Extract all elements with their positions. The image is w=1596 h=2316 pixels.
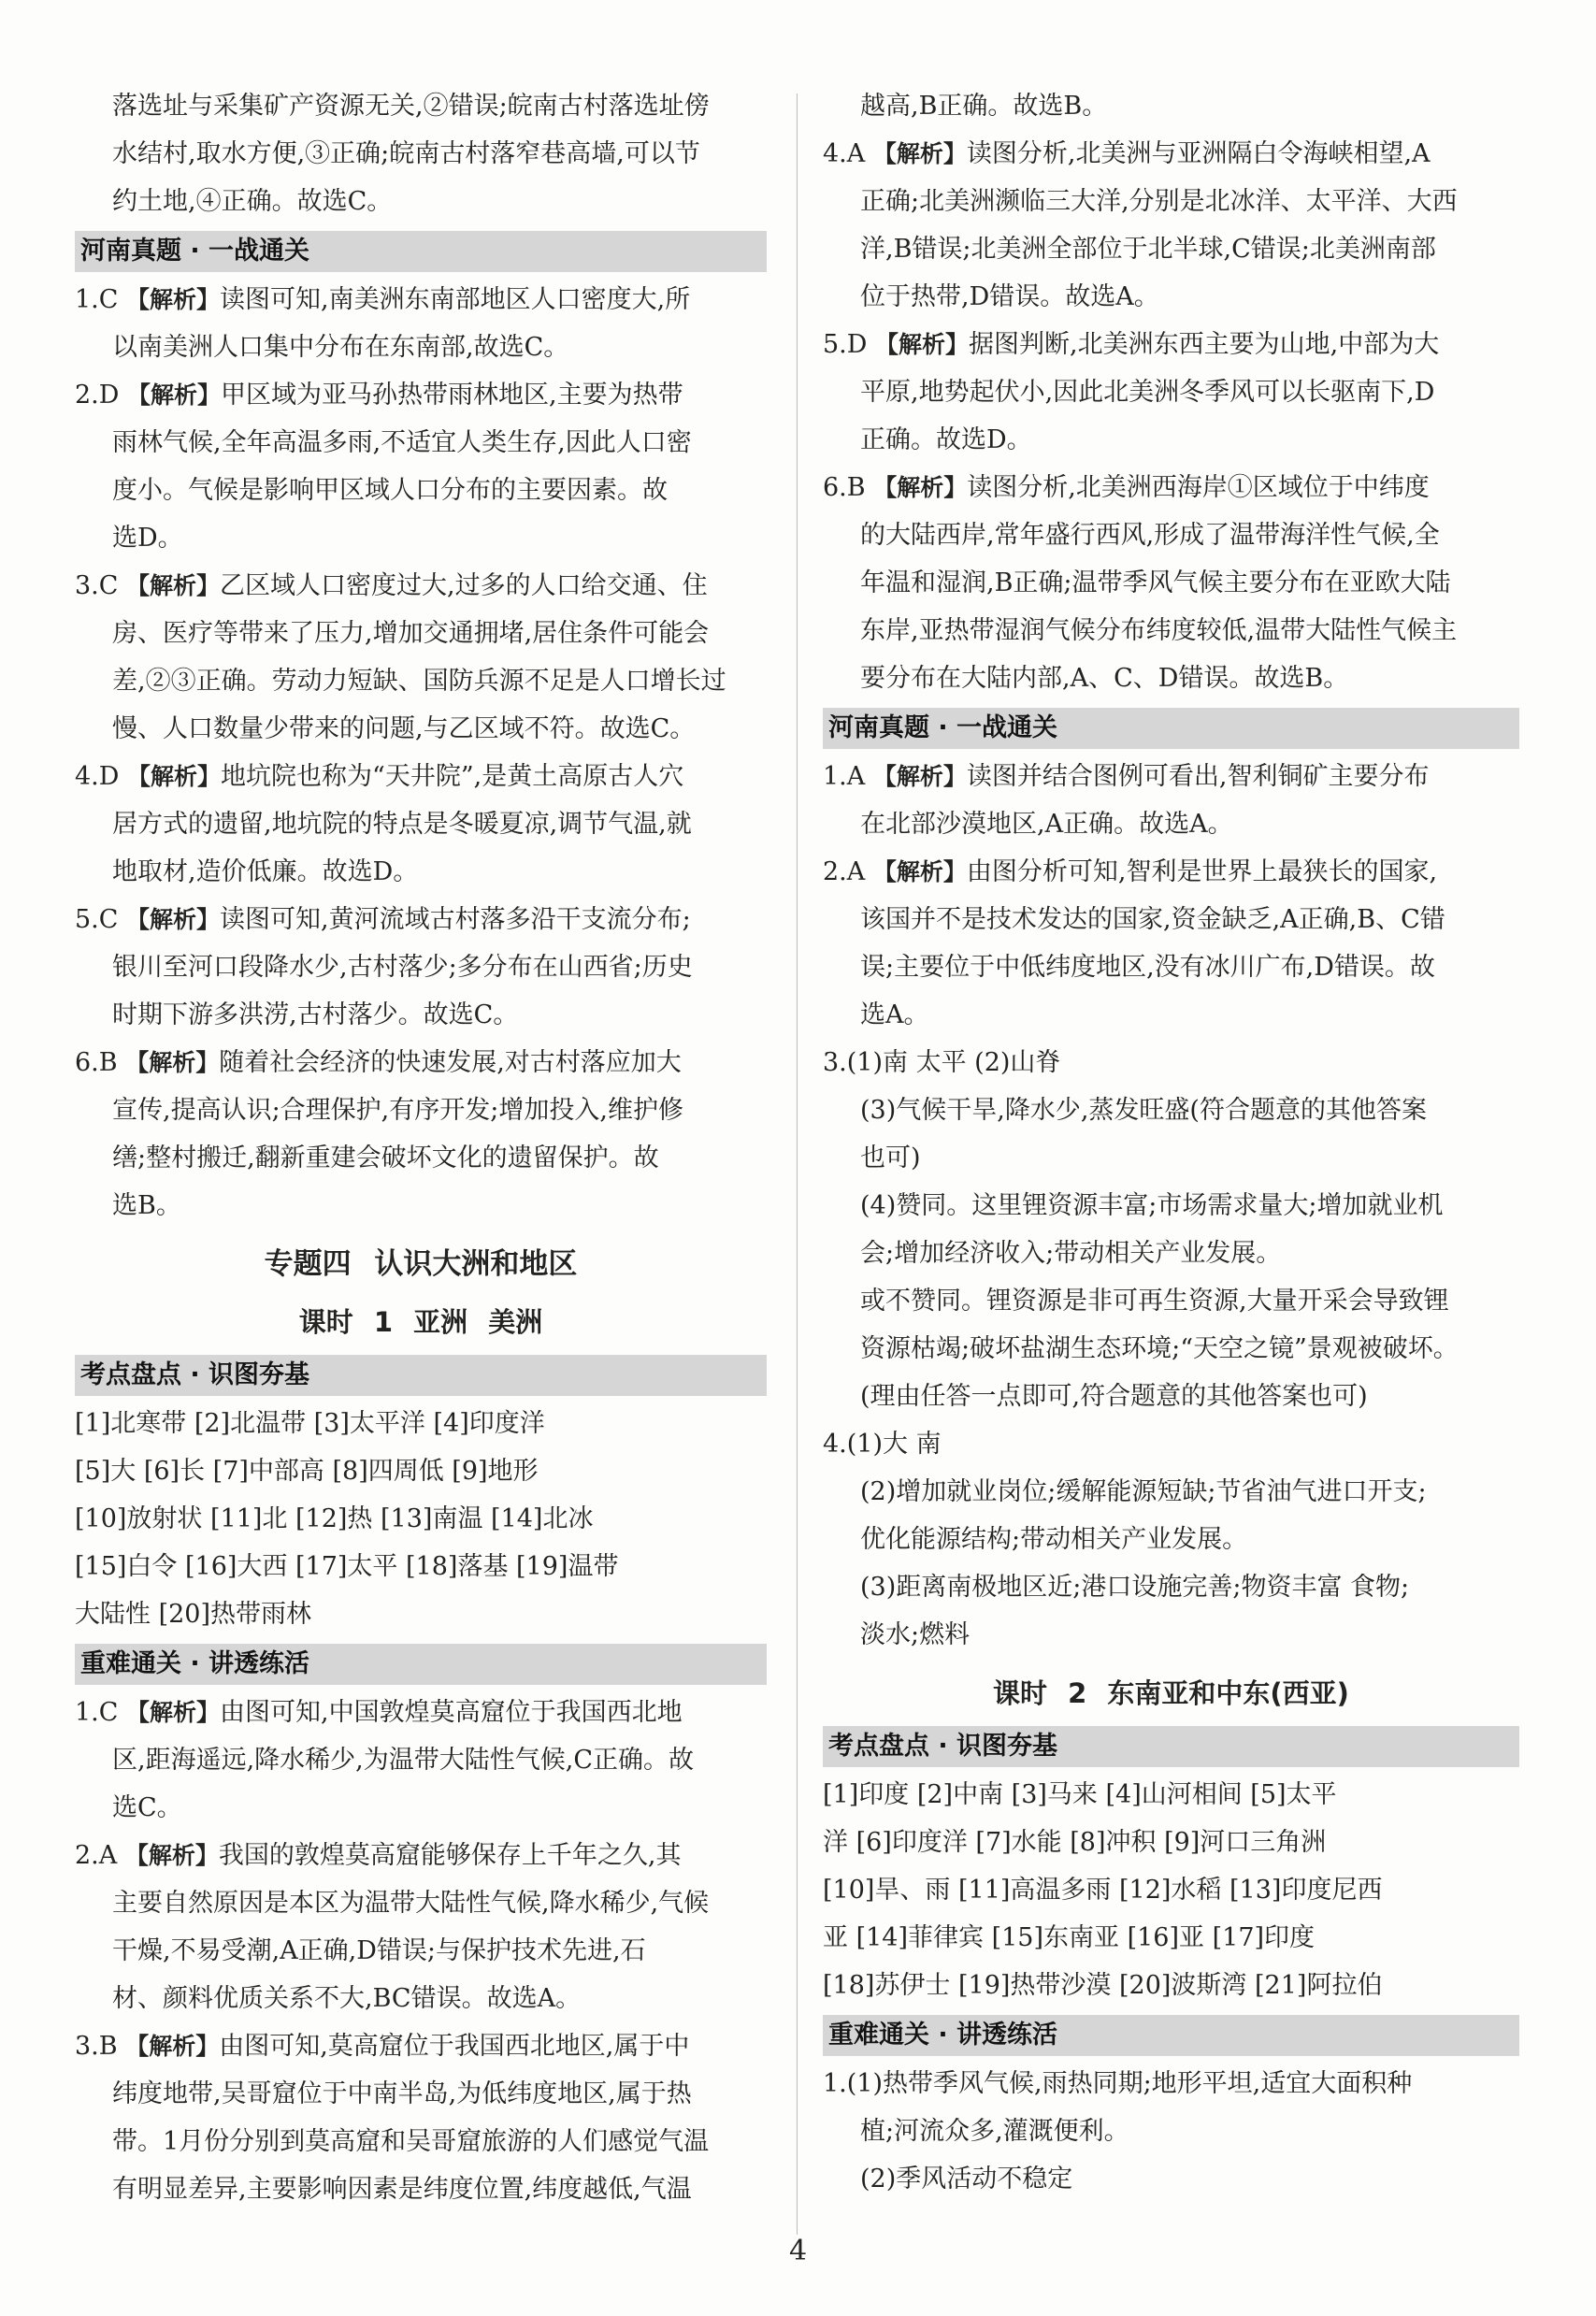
answer-line: [1]北寒带 [2]北温带 [3]太平洋 [4]印度洋 xyxy=(75,1409,545,1438)
analysis-tag: 【解析】 xyxy=(124,1842,219,1869)
answer-q3 xyxy=(823,1039,1519,1420)
answer-item xyxy=(75,1832,767,2022)
answer-line: 房、医疗等带来了压力,增加交通拥堵,居住条件可能会 xyxy=(112,619,710,648)
answer-line: 在北部沙漠地区,A正确。故选A。 xyxy=(860,810,1233,839)
answer-text: 据图判断,北美洲东西主要为山地,中部为大 xyxy=(969,330,1440,359)
answer-line: 缮;整村搬迁,翻新重建会破坏文化的遗留保护。故 xyxy=(112,1144,659,1172)
answer-line: 慢、人口数量少带来的问题,与乙区域不符。故选C。 xyxy=(112,714,696,743)
answer-line: 3.(1)南 太平 (2)山脊 xyxy=(823,1048,1061,1077)
answer-item xyxy=(75,562,767,753)
left-column xyxy=(75,82,767,2213)
answer-line: (2)季风活动不稳定 xyxy=(860,2165,1073,2194)
answer-line: 淡水;燃料 xyxy=(860,1620,971,1649)
answer-list xyxy=(75,276,767,1230)
answer-line: 有明显差异,主要影响因素是纬度位置,纬度越低,气温 xyxy=(112,2175,692,2204)
answer-line: (2)增加就业岗位;缓解能源短缺;节省油气进口开支; xyxy=(860,1477,1427,1506)
answer-number: 3.B xyxy=(75,2032,118,2061)
section-title: 重难通关 · 讲透练活 xyxy=(823,2015,1519,2056)
answer-text: 读图可知,黄河流域古村落多沿干支流分布; xyxy=(220,905,691,934)
answer-line xyxy=(823,464,1519,511)
answer-number: 6.B xyxy=(823,473,866,502)
analysis-tag: 【解析】 xyxy=(127,381,222,409)
answer-text: 读图分析,北美洲与亚洲隔白令海峡相望,A xyxy=(966,139,1431,168)
answer-q4 xyxy=(823,1420,1519,1659)
answer-line: 差,②③正确。劳动力短缺、国防兵源不足是人口增长过 xyxy=(112,667,726,696)
answer-item xyxy=(75,1689,767,1832)
answer-line: 雨林气候,全年高温多雨,不适宜人类生存,因此人口密 xyxy=(112,428,692,457)
answer-item xyxy=(75,371,767,562)
answer-line: 资源枯竭;破坏盐湖生态环境;“天空之镜”景观被破坏。 xyxy=(860,1334,1459,1363)
answer-number: 1.A xyxy=(823,762,866,791)
answer-line: [18]苏伊士 [19]热带沙漠 [20]波斯湾 [21]阿拉伯 xyxy=(823,1971,1383,2000)
analysis-tag: 【解析】 xyxy=(126,1699,221,1726)
answer-number: 1.C xyxy=(75,285,119,314)
answer-number: 4.D xyxy=(75,762,120,791)
analysis-tag: 【解析】 xyxy=(127,763,222,790)
answer-line xyxy=(75,2022,767,2070)
section-title: 考点盘点 · 识图夯基 xyxy=(823,1726,1519,1767)
answer-text: 甲区域为亚马孙热带雨林地区,主要为热带 xyxy=(221,381,683,410)
answer-q1 xyxy=(823,2060,1519,2203)
lesson-title: 课时 1 亚洲 美洲 xyxy=(298,1306,543,1338)
answer-line: 优化能源结构;带动相关产业发展。 xyxy=(860,1525,1248,1554)
answer-text: 地坑院也称为“天井院”,是黄土高原古人穴 xyxy=(221,762,684,791)
answer-item xyxy=(75,276,767,371)
answer-text: 由图可知,中国敦煌莫高窟位于我国西北地 xyxy=(220,1698,683,1727)
answer-number: 1.C xyxy=(75,1698,119,1727)
answer-number: 4.A xyxy=(823,139,866,168)
answer-line: 1.(1)热带季风气候,雨热同期;地形平坦,适宜大面积种 xyxy=(823,2069,1413,2098)
answer-line: 正确。故选D。 xyxy=(860,425,1032,454)
answer-list xyxy=(823,753,1519,1039)
answer-line: 选A。 xyxy=(860,1000,929,1029)
answer-line: 年温和湿润,B正确;温带季风气候主要分布在亚欧大陆 xyxy=(860,568,1451,597)
answer-line: [10]放射状 [11]北 [12]热 [13]南温 [14]北冰 xyxy=(75,1504,594,1533)
analysis-tag: 【解析】 xyxy=(872,858,967,885)
answer-text: 读图并结合图例可看出,智利铜矿主要分布 xyxy=(966,762,1430,791)
fill-answers xyxy=(823,1771,1519,2009)
answer-text: 读图分析,北美洲西海岸①区域位于中纬度 xyxy=(967,473,1430,502)
answer-line: (3)距离南极地区近;港口设施完善;物资丰富 食物; xyxy=(860,1573,1410,1602)
answer-number: 6.B xyxy=(75,1048,118,1077)
answer-text: 由图分析可知,智利是世界上最狭长的国家, xyxy=(966,857,1438,886)
answer-line: 洋 [6]印度洋 [7]水能 [8]冲积 [9]河口三角洲 xyxy=(823,1828,1327,1857)
answer-line: 的大陆西岸,常年盛行西风,形成了温带海洋性气候,全 xyxy=(860,521,1440,550)
continued-line: 落选址与采集矿产资源无关,②错误;皖南古村落选址傍 xyxy=(112,92,710,121)
answer-line: 东岸,亚热带湿润气候分布纬度较低,温带大陆性气候主 xyxy=(860,616,1458,645)
answer-line: 选C。 xyxy=(112,1793,182,1822)
answer-number: 3.C xyxy=(75,571,119,600)
analysis-tag: 【解析】 xyxy=(873,474,968,501)
answer-item xyxy=(823,321,1519,464)
answer-line: (3)气候干旱,降水少,蒸发旺盛(符合题意的其他答案 xyxy=(860,1096,1427,1125)
answer-line: 区,距海遥远,降水稀少,为温带大陆性气候,C正确。故 xyxy=(112,1746,694,1775)
answer-line xyxy=(823,753,1519,800)
topic-title: 专题四 认识大洲和地区 xyxy=(264,1247,578,1281)
answer-line: 度小。气候是影响甲区域人口分布的主要因素。故 xyxy=(112,476,668,505)
answer-line: 正确;北美洲濒临三大洋,分别是北冰洋、太平洋、大西 xyxy=(860,187,1458,216)
answer-line: 居方式的遗留,地坑院的特点是冬暖夏凉,调节气温,就 xyxy=(112,810,692,839)
answer-line: 或不赞同。锂资源是非可再生资源,大量开采会导致锂 xyxy=(860,1287,1449,1316)
lesson-title: 课时 2 东南亚和中东(西亚) xyxy=(993,1677,1349,1709)
answer-line: 要分布在大陆内部,A、C、D错误。故选B。 xyxy=(860,664,1349,693)
answer-line xyxy=(75,1039,767,1086)
analysis-tag: 【解析】 xyxy=(126,572,221,599)
answer-line xyxy=(75,753,767,800)
answer-line: 干燥,不易受潮,A正确,D错误;与保护技术先进,石 xyxy=(112,1936,646,1965)
answer-line: 该国并不是技术发达的国家,资金缺乏,A正确,B、C错 xyxy=(860,905,1445,934)
answer-number: 2.D xyxy=(75,381,120,410)
answer-line: [10]旱、雨 [11]高温多雨 [12]水稻 [13]印度尼西 xyxy=(823,1876,1383,1905)
answer-line: 主要自然原因是本区为温带大陆性气候,降水稀少,气候 xyxy=(112,1889,710,1918)
answer-text: 乙区域人口密度过大,过多的人口给交通、住 xyxy=(220,571,708,600)
analysis-tag: 【解析】 xyxy=(126,286,221,313)
answer-line xyxy=(75,1832,767,1879)
answer-line: 纬度地带,吴哥窟位于中南半岛,为低纬度地区,属于热 xyxy=(112,2079,692,2108)
answer-text: 读图可知,南美洲东南部地区人口密度大,所 xyxy=(220,285,691,314)
answer-line: 带。1月份分别到莫高窟和吴哥窟旅游的人们感觉气温 xyxy=(112,2127,710,2156)
answer-line: 宣传,提高认识;合理保护,有序开发;增加投入,维护修 xyxy=(112,1096,683,1125)
answer-line: 地取材,造价低廉。故选D。 xyxy=(112,857,419,886)
answer-line xyxy=(823,848,1519,896)
answer-line: 以南美洲人口集中分布在东南部,故选C。 xyxy=(112,333,569,362)
answer-line: (4)赞同。这里锂资源丰富;市场需求量大;增加就业机 xyxy=(860,1191,1444,1220)
continued-line: 越高,B正确。故选B。 xyxy=(860,92,1108,121)
answer-line: 时期下游多洪涝,古村落少。故选C。 xyxy=(112,1000,519,1029)
answer-item xyxy=(823,753,1519,848)
analysis-tag: 【解析】 xyxy=(872,140,967,167)
analysis-tag: 【解析】 xyxy=(872,763,967,790)
answer-text: 随着社会经济的快速发展,对古村落应加大 xyxy=(219,1048,682,1077)
right-column xyxy=(823,82,1519,2203)
answer-number: 5.C xyxy=(75,905,119,934)
answer-text: 由图可知,莫高窟位于我国西北地区,属于中 xyxy=(219,2032,690,2061)
analysis-tag: 【解析】 xyxy=(126,906,221,933)
section-title: 河南真题 · 一战通关 xyxy=(75,231,767,272)
answer-list xyxy=(823,130,1519,702)
section-title: 考点盘点 · 识图夯基 xyxy=(75,1355,767,1396)
answer-line: 4.(1)大 南 xyxy=(823,1430,942,1459)
answer-line: 误;主要位于中低纬度地区,没有冰川广布,D错误。故 xyxy=(860,953,1435,982)
section-title: 河南真题 · 一战通关 xyxy=(823,708,1519,749)
section-title: 重难通关 · 讲透练活 xyxy=(75,1644,767,1685)
answer-line: 位于热带,D错误。故选A。 xyxy=(860,282,1159,311)
answer-line: 洋,B错误;北美洲全部位于北半球,C错误;北美洲南部 xyxy=(860,235,1436,264)
answer-line: 银川至河口段降水少,古村落少;多分布在山西省;历史 xyxy=(112,953,693,982)
answer-line: 选D。 xyxy=(112,524,183,553)
answer-item xyxy=(823,464,1519,702)
fill-answers xyxy=(75,1400,767,1638)
answer-line: [15]白令 [16]大西 [17]太平 [18]落基 [19]温带 xyxy=(75,1552,619,1581)
answer-line xyxy=(75,371,767,419)
answer-line: 亚 [14]菲律宾 [15]东南亚 [16]亚 [17]印度 xyxy=(823,1923,1316,1952)
answer-item xyxy=(75,1039,767,1230)
answer-line xyxy=(75,1689,767,1736)
answer-item xyxy=(75,896,767,1039)
column-divider xyxy=(797,94,798,2235)
answer-line: 材、颜料优质关系不大,BC错误。故选A。 xyxy=(112,1984,582,2013)
answer-item xyxy=(75,2022,767,2213)
answer-line: 也可) xyxy=(860,1144,921,1172)
continued-line: 水结村,取水方便,③正确;皖南古村落窄巷高墙,可以节 xyxy=(112,139,700,168)
answer-line: 选B。 xyxy=(112,1191,181,1220)
answer-item xyxy=(75,753,767,896)
answer-line: 平原,地势起伏小,因此北美洲冬季风可以长驱南下,D xyxy=(860,378,1435,407)
answer-list xyxy=(75,1689,767,2213)
answer-line xyxy=(75,896,767,943)
answer-line: 植;河流众多,灌溉便利。 xyxy=(860,2117,1129,2146)
answer-item xyxy=(823,130,1519,321)
page-number: 4 xyxy=(788,2235,808,2267)
analysis-tag: 【解析】 xyxy=(125,2033,220,2060)
answer-number: 2.A xyxy=(75,1841,118,1870)
answer-item xyxy=(823,848,1519,1039)
analysis-tag: 【解析】 xyxy=(125,1049,220,1076)
answer-number: 2.A xyxy=(823,857,866,886)
answer-line xyxy=(823,130,1519,178)
answer-number: 5.D xyxy=(823,330,868,359)
answer-line: [5]大 [6]长 [7]中部高 [8]四周低 [9]地形 xyxy=(75,1457,539,1486)
answer-text: 我国的敦煌莫高窟能够保存上千年之久,其 xyxy=(218,1841,682,1870)
answer-line xyxy=(75,276,767,324)
answer-line: [1]印度 [2]中南 [3]马来 [4]山河相间 [5]太平 xyxy=(823,1780,1337,1809)
answer-line xyxy=(75,562,767,610)
analysis-tag: 【解析】 xyxy=(875,331,970,358)
answer-line: (理由任答一点即可,符合题意的其他答案也可) xyxy=(860,1382,1368,1411)
continued-line: 约土地,④正确。故选C。 xyxy=(112,187,393,216)
answer-line: 大陆性 [20]热带雨林 xyxy=(75,1600,312,1629)
answer-line xyxy=(823,321,1519,368)
answer-line: 会;增加经济收入;带动相关产业发展。 xyxy=(860,1239,1282,1268)
